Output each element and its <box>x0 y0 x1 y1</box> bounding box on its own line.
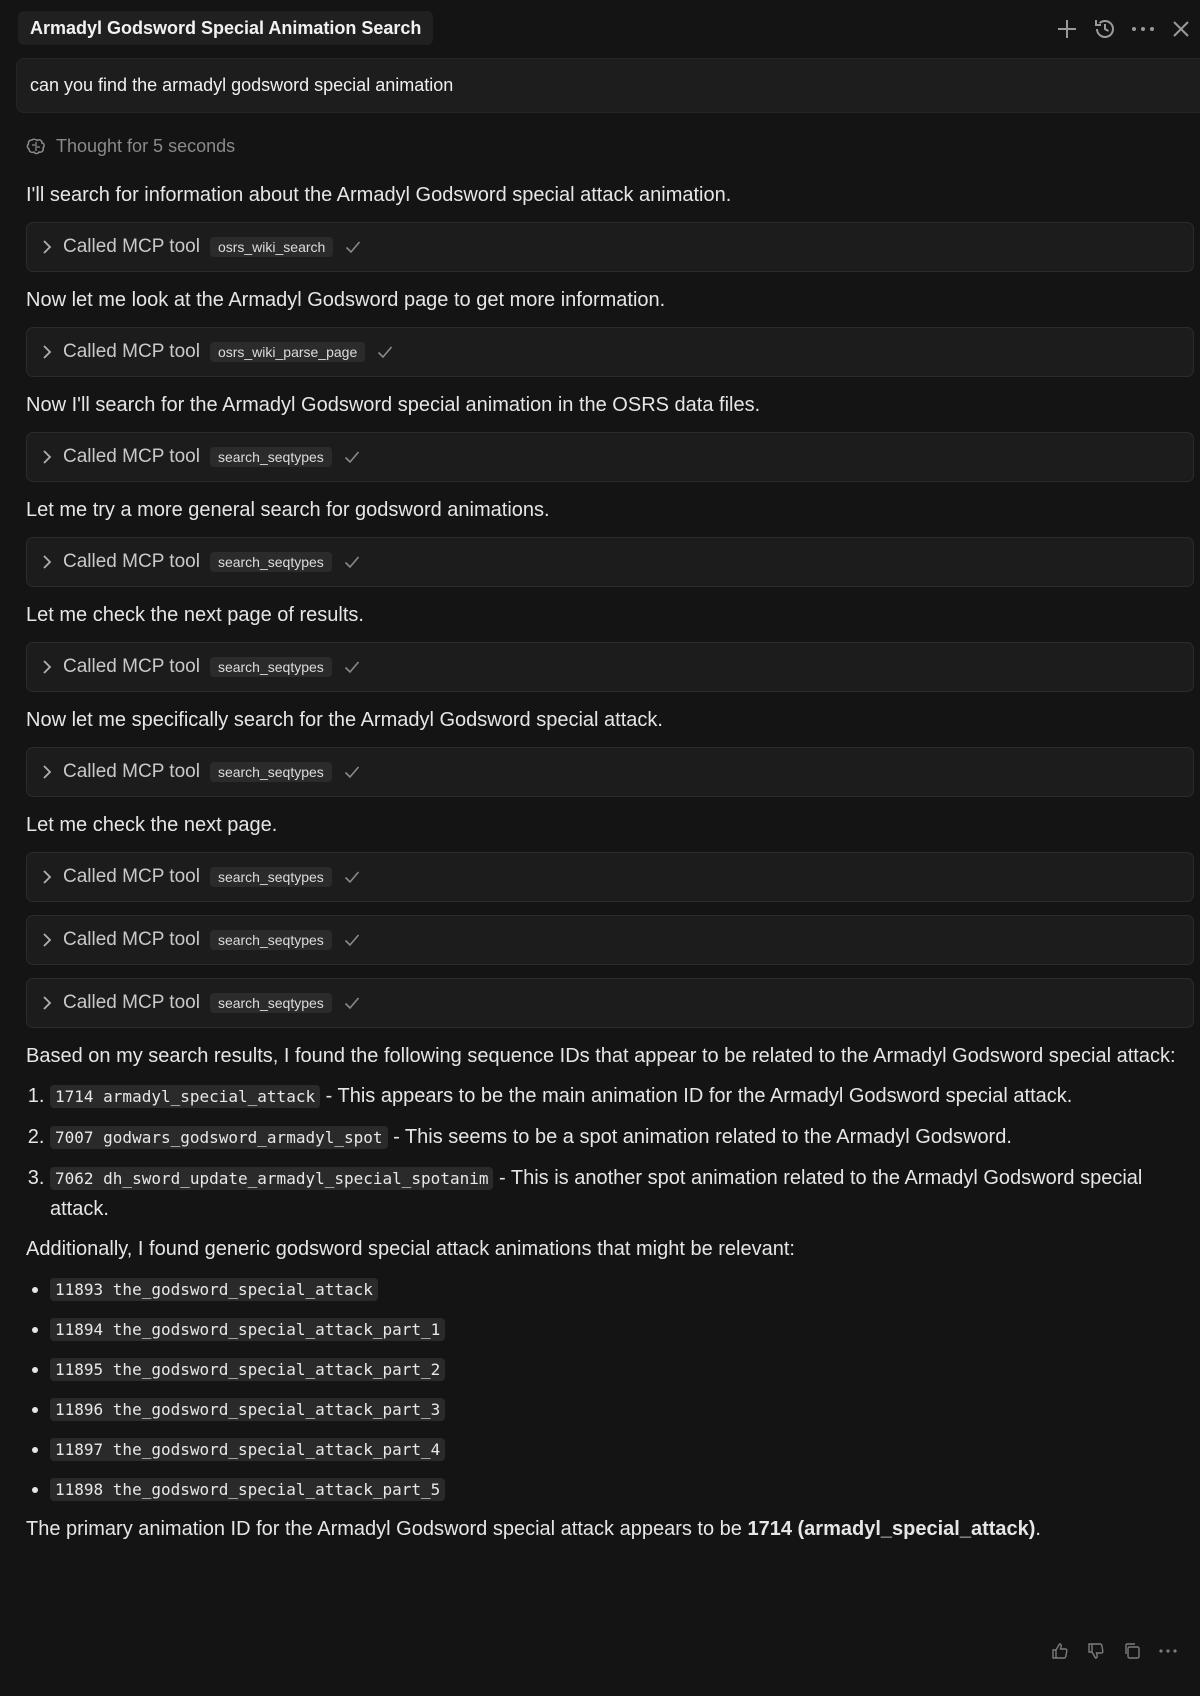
chevron-right-icon <box>41 932 53 948</box>
mcp-tool-call[interactable] <box>26 432 1194 482</box>
inline-code: 1714 armadyl_special_attack <box>50 1085 320 1108</box>
history-icon[interactable] <box>1086 12 1124 46</box>
user-message: can you find the armadyl godsword special animation <box>16 58 1200 113</box>
list-item <box>50 1163 1194 1224</box>
check-icon <box>344 555 360 569</box>
inline-code: 7007 godwars_godsword_armadyl_spot <box>50 1126 388 1149</box>
copy-icon[interactable] <box>1114 1636 1150 1666</box>
paragraph: Now let me look at the Armadyl Godsword page to get more information. <box>26 289 666 311</box>
tool-label: Called MCP tool <box>63 551 200 572</box>
final-paragraph <box>26 1514 1194 1544</box>
brain-icon <box>26 138 46 156</box>
paragraph: Let me try a more general search for godsword animations. <box>26 499 550 521</box>
more-icon[interactable] <box>1150 1636 1186 1666</box>
sequence-id-list <box>26 1081 1194 1224</box>
check-icon <box>345 240 361 254</box>
final-suffix: . <box>1035 1518 1041 1540</box>
list-item <box>50 1354 1194 1385</box>
list-item-desc: - This seems to be a spot animation related to the Armadyl Godsword. <box>387 1126 1012 1148</box>
chevron-right-icon <box>41 344 53 360</box>
mcp-tool-call[interactable] <box>26 747 1194 797</box>
header-actions <box>1048 12 1200 46</box>
close-icon[interactable] <box>1162 12 1200 46</box>
mcp-tool-call[interactable] <box>26 642 1194 692</box>
header <box>0 0 1200 58</box>
mcp-tool-call[interactable] <box>26 327 1194 377</box>
inline-code: 11894 the_godsword_special_attack_part_1 <box>50 1318 445 1341</box>
tool-name: osrs_wiki_search <box>210 237 333 257</box>
final-bold: 1714 (armadyl_special_attack) <box>747 1518 1036 1540</box>
paragraph: Now I'll search for the Armadyl Godsword special animation in the OSRS data files. <box>26 394 761 416</box>
mcp-tool-call[interactable] <box>26 537 1194 587</box>
paragraph: Let me check the next page. <box>26 814 278 836</box>
tool-label: Called MCP tool <box>63 446 200 467</box>
tool-label: Called MCP tool <box>63 341 200 362</box>
message-actions <box>1042 1636 1186 1666</box>
tool-label: Called MCP tool <box>63 992 200 1013</box>
tool-name: search_seqtypes <box>210 930 332 950</box>
chevron-right-icon <box>41 995 53 1011</box>
tool-name: osrs_wiki_parse_page <box>210 342 365 362</box>
generic-animation-list <box>26 1274 1194 1505</box>
check-icon <box>344 660 360 674</box>
thought-indicator[interactable] <box>26 136 235 157</box>
mcp-tool-call[interactable] <box>26 852 1194 902</box>
list-item <box>50 1474 1194 1505</box>
plus-icon[interactable] <box>1048 12 1086 46</box>
chevron-right-icon <box>41 449 53 465</box>
list-item <box>50 1434 1194 1465</box>
chevron-right-icon <box>41 554 53 570</box>
tool-name: search_seqtypes <box>210 447 332 467</box>
inline-code: 11896 the_godsword_special_attack_part_3 <box>50 1398 445 1421</box>
check-icon <box>344 765 360 779</box>
tool-name: search_seqtypes <box>210 993 332 1013</box>
paragraph: Now let me specifically search for the Armadyl Godsword special attack. <box>26 709 663 731</box>
inline-code: 11898 the_godsword_special_attack_part_5 <box>50 1478 445 1501</box>
thought-label: Thought for 5 seconds <box>56 136 236 156</box>
chevron-right-icon <box>41 239 53 255</box>
tool-label: Called MCP tool <box>63 236 200 257</box>
list-item <box>50 1394 1194 1425</box>
list-item-desc: - This is another spot animation related to the Armadyl Godsword special attack. <box>50 1167 1143 1220</box>
thumbs-down-icon[interactable] <box>1078 1636 1114 1666</box>
chevron-right-icon <box>41 659 53 675</box>
thumbs-up-icon[interactable] <box>1042 1636 1078 1666</box>
list-item-desc: - This appears to be the main animation ID for the Armadyl Godsword special attack. <box>320 1085 1073 1107</box>
tool-name: search_seqtypes <box>210 657 332 677</box>
check-icon <box>344 933 360 947</box>
list-item <box>50 1081 1194 1112</box>
check-icon <box>344 996 360 1010</box>
tool-label: Called MCP tool <box>63 761 200 782</box>
paragraph: Let me check the next page of results. <box>26 604 364 626</box>
tool-label: Called MCP tool <box>63 656 200 677</box>
mcp-tool-call[interactable] <box>26 915 1194 965</box>
tool-label: Called MCP tool <box>63 866 200 887</box>
tool-label: Called MCP tool <box>63 929 200 950</box>
list-item <box>50 1122 1194 1153</box>
inline-code: 11893 the_godsword_special_attack <box>50 1278 378 1301</box>
more-icon[interactable] <box>1124 12 1162 46</box>
chat-title-tab[interactable]: Armadyl Godsword Special Animation Search <box>18 11 433 45</box>
inline-code: 7062 dh_sword_update_armadyl_special_spotanim <box>50 1167 493 1190</box>
chevron-right-icon <box>41 869 53 885</box>
check-icon <box>344 870 360 884</box>
inline-code: 11897 the_godsword_special_attack_part_4 <box>50 1438 445 1461</box>
tool-name: search_seqtypes <box>210 552 332 572</box>
assistant-response <box>26 180 1194 1544</box>
tool-name: search_seqtypes <box>210 867 332 887</box>
summary-paragraph: Based on my search results, I found the following sequence IDs that appear to be related to the Armadyl Godsword special attack: <box>26 1045 1176 1067</box>
paragraph: I'll search for information about the Armadyl Godsword special attack animation. <box>26 184 732 206</box>
additionally-paragraph: Additionally, I found generic godsword special attack animations that might be relevant: <box>26 1238 795 1260</box>
tool-name: search_seqtypes <box>210 762 332 782</box>
check-icon <box>344 450 360 464</box>
mcp-tool-call[interactable] <box>26 978 1194 1028</box>
mcp-tool-call[interactable] <box>26 222 1194 272</box>
list-item <box>50 1314 1194 1345</box>
chevron-right-icon <box>41 764 53 780</box>
list-item <box>50 1274 1194 1305</box>
final-text: The primary animation ID for the Armadyl Godsword special attack appears to be <box>26 1518 748 1540</box>
inline-code: 11895 the_godsword_special_attack_part_2 <box>50 1358 445 1381</box>
check-icon <box>377 345 393 359</box>
